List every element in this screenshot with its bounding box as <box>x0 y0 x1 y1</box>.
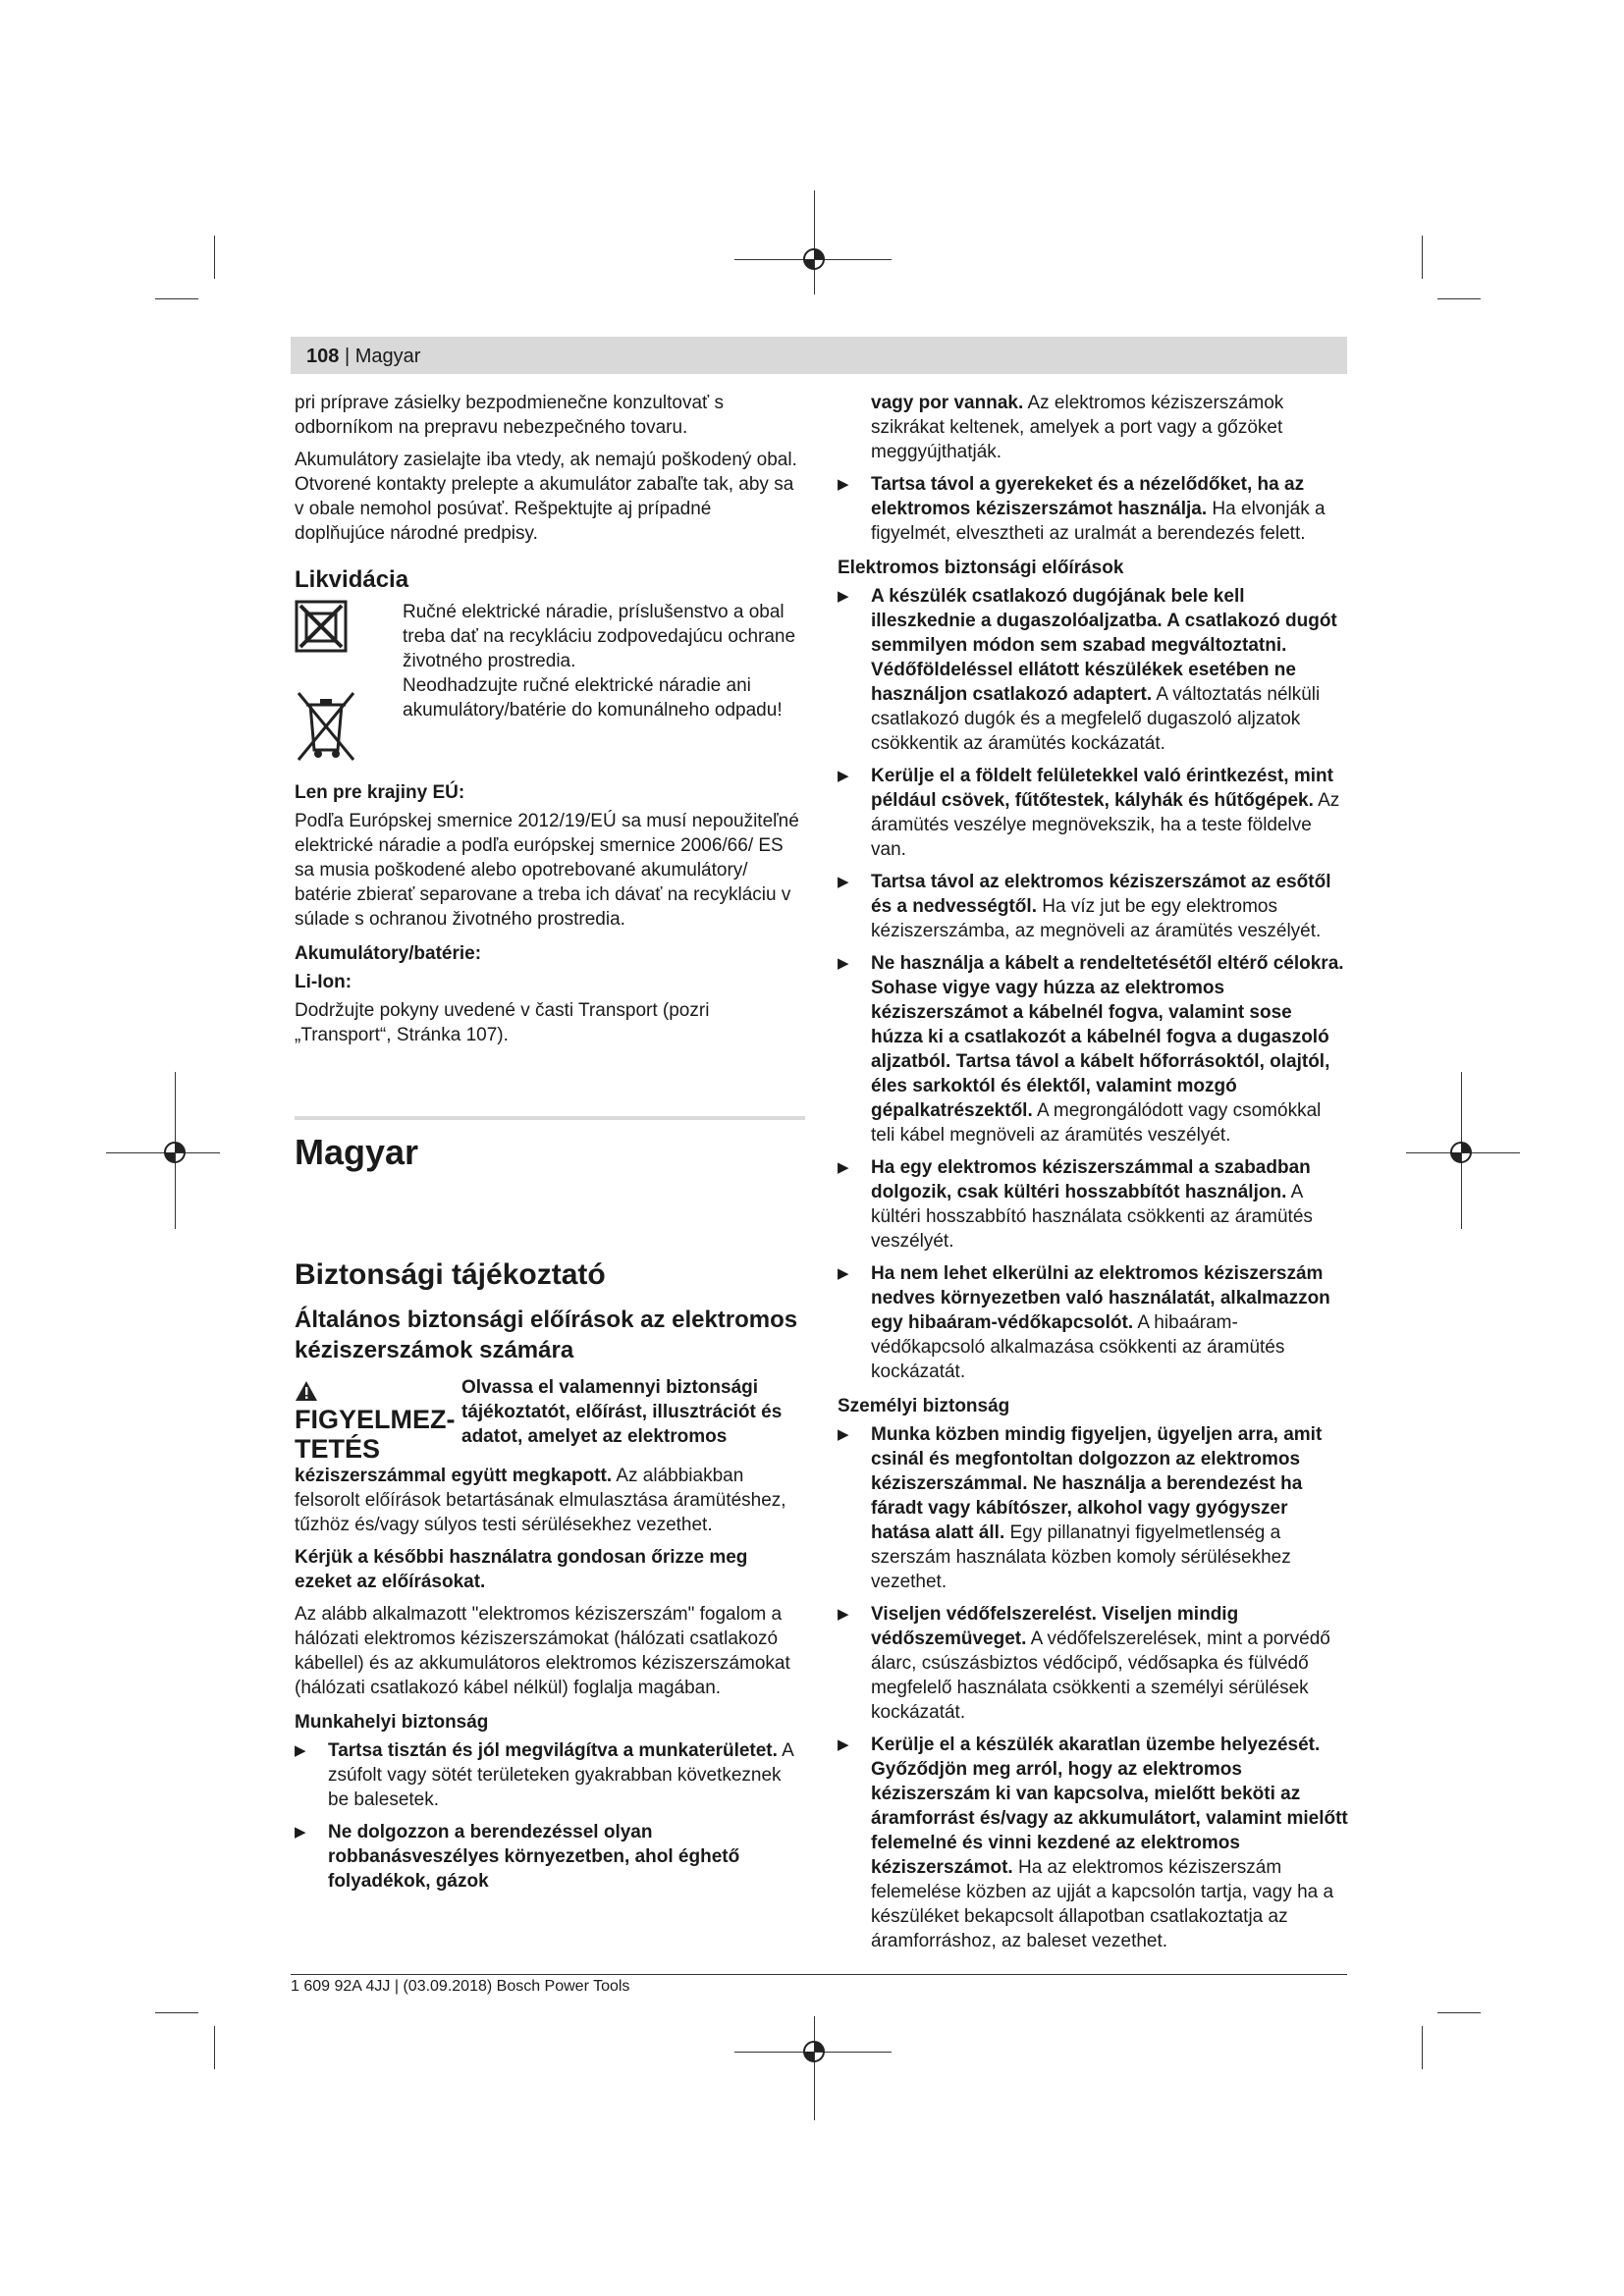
registration-line <box>814 190 815 294</box>
list-item: ▶ Viseljen védőfelszerelést. Viseljen mindig védőszemüveget. A védőfelszerelések, mint a porvédő álarc, csúszásbiztos védőcipő, védősapka és fülvédő megfelelő használata csökkenti a személyi sérülések kockázatát. <box>838 1602 1348 1725</box>
no-waste-box-icon <box>295 600 348 653</box>
subheading-personal: Személyi biztonság <box>838 1396 1010 1416</box>
subheading-electrical: Elektromos biztonsági előírások <box>838 558 1124 578</box>
crossed-bin-icon <box>295 689 357 764</box>
warning-label-text: FIGYELMEZ- TETÉS <box>295 1405 456 1464</box>
crop-mark <box>155 2012 198 2013</box>
paragraph: Az alább alkalmazott "elektromos kéziszerszám" fogalom a hálózati elektromos kéziszerszámokat (hálózati csatlakozó kábellel) és az akkumulátoros elektromos kéziszerszámokat (hálózati csatlakozó kábel nélkül) foglalja magában. <box>295 1604 790 1698</box>
section-title: Biztonsági tájékoztató <box>295 1258 606 1291</box>
right-column <box>838 391 1348 1961</box>
disposal-warning: Neodhadzujte ručné elektrické náradie ani akumulátory/batérie do komunálneho odpadu! <box>403 675 783 721</box>
warning-block <box>295 1375 805 1464</box>
warning-text: Olvassa el valamennyi biztonsági tájékoztatót, előírást, illusztrációt és adatot, amelyet az elektromos <box>461 1377 783 1447</box>
crop-mark <box>214 2026 215 2069</box>
crop-mark <box>1422 2026 1423 2069</box>
list-item: ▶ Ha egy elektromos kéziszerszámmal a szabadban dolgozik, csak kültéri hosszabbítót használjon. A kültéri hosszabbító használata csökkenti az áramütés veszélyét. <box>838 1155 1348 1254</box>
list-item: ▶ Ha nem lehet elkerülni az elektromos kéziszerszám nedves környezetben való használatát, alkalmazzon egy hibaáram-védőkapcsolót. A hibaáram-védőkapcsoló alkalmazása csökkenti az áramütés kockázatát. <box>838 1261 1348 1384</box>
paragraph: Podľa Európskej smernice 2012/19/EÚ sa musí nepoužiteľné elektrické náradie a podľa európskej smernice 2006/66/ ES sa musia poškodené alebo opotrebované akumulátory/ batérie zbierať separovane a treba ich dávať na recykláciu v súlade s ochranou životného prostredia. <box>295 811 799 930</box>
footer-text: 1 609 92A 4JJ | (03.09.2018) Bosch Power Tools <box>291 1978 630 1995</box>
page-header <box>291 337 1347 374</box>
crop-mark <box>1437 2012 1481 2013</box>
keep-instructions: Kérjük a későbbi használatra gondosan őrizze meg ezeket az előírásokat. <box>295 1547 748 1592</box>
registration-target-icon <box>162 1140 188 1165</box>
paragraph: Akumulátory zasielajte iba vtedy, ak nemajú poškodený obal. Otvorené kontakty prelepte a akumulátor zabaľte tak, aby sa v obale nemohol posúvať. Rešpektujte aj prípadné doplňujúce národné predpisy. <box>295 450 797 544</box>
subsection-title: Általános biztonsági előírások az elektromos kéziszerszámok számára <box>295 1307 798 1363</box>
disposal-text: Ručné elektrické náradie, príslušenstvo a obal treba dať na recykláciu zodpovedajúcu ochrane životného prostredia. <box>403 602 796 671</box>
crop-mark <box>1437 298 1481 299</box>
list-item: ▶ Ne használja a kábelt a rendeltetésétől eltérő célokra. Sohase vigye vagy húzza az elektromos kéziszerszámot a kábelnél fogva, valamint sose húzza ki a csatlakozót a kábelnél fogva a dugaszoló aljzatból. Tartsa távol a kábelt hőforrásoktól, olajtól, éles sarkoktól és élektől, valamint mozgó gépalkatrészektől. A megrongálódott vagy csomókkal teli kábel megnöveli az áramütés veszélyét. <box>838 951 1348 1148</box>
registration-line <box>814 2016 815 2120</box>
left-column <box>295 391 805 1901</box>
section-divider <box>295 1116 805 1120</box>
page-number: 108 <box>306 346 340 367</box>
subheading-batteries: Akumulátory/batérie: <box>295 943 482 964</box>
list-item: ▶ Tartsa távol az elektromos kéziszerszámot az esőtől és a nedvességtől. Ha víz jut be egy elektromos kéziszerszámba, az megnöveli az áramütés veszélyét. <box>838 870 1348 943</box>
section-heading-likvidacia: Likvidácia <box>295 566 409 593</box>
list-item: ▶ Munka közben mindig figyeljen, ügyeljen arra, amit csinál és megfontoltan dolgozzon az elektromos kéziszerszámmal. Ne használja a berendezést ha fáradt vagy kábítószer, alkohol vagy gyógyszer hatása alatt áll. Egy pillanatnyi figyelmetlenség a szerszám használata közben komoly sérülésekhez vezethet. <box>838 1422 1348 1594</box>
crop-mark <box>155 298 198 299</box>
crop-mark <box>1422 236 1423 279</box>
footer-divider <box>291 1974 1347 1975</box>
warning-label <box>295 1375 461 1464</box>
disposal-block <box>295 600 805 771</box>
paragraph: pri príprave zásielky bezpodmienečne konzultovať s odborníkom na prepravu nebezpečného tovaru. <box>295 393 724 438</box>
warning-continuation: Az alábbiakban felsorolt előírások betartásának elmulasztása áramütéshez, tűzhöz és/vagy súlyos testi sérülésekhez vezethet. <box>295 1466 786 1535</box>
registration-target-icon <box>1448 1140 1474 1165</box>
header-separator: | <box>344 346 351 367</box>
list-item: ▶ Kerülje el a földelt felületekkel való érintkezést, mint például csövek, fűtőtestek, kályhák és hűtőgépek. Az áramütés veszélye megnövekszik, ha a teste földelve van. <box>838 764 1348 862</box>
subheading-eu: Len pre krajiny EÚ: <box>295 782 465 803</box>
list-item-continuation: vagy por vannak. Az elektromos kéziszerszámok szikrákat keltenek, amelyek a port vagy a gőzöket meggyújthatják. <box>871 393 1284 462</box>
warning-continuation-bold: kéziszerszámmal együtt megkapott. <box>295 1466 613 1486</box>
list-item: ▶ Tartsa távol a gyerekeket és a nézelődőket, ha az elektromos kéziszerszámot használja. Ha elvonják a figyelmét, elvesztheti az uralmát a berendezés felett. <box>838 472 1348 546</box>
list-item: ▶ A készülék csatlakozó dugójának bele kell illeszkednie a dugaszolóaljzatba. A csatlakozó dugót semmilyen módon sem szabad megváltoztatni. Védőföldeléssel ellátott készülékek esetében ne használjon csatlakozó adaptert. A változtatás nélküli csatlakozó dugók és a megfelelő dugaszoló aljzatok csökkentik az áramütés kockázatát. <box>838 584 1348 756</box>
header-text <box>306 346 420 368</box>
list-item: ▶ Tartsa tisztán és jól megvilágítva a munkaterületet. A zsúfolt vagy sötét területeken gyakrabban következnek be balesetek. <box>295 1738 805 1812</box>
crop-mark <box>214 236 215 279</box>
list-item: ▶ Kerülje el a készülék akaratlan üzembe helyezését. Győződjön meg arról, hogy az elektromos kéziszerszám ki van kapcsolva, mielőtt beköti az áramforrást és/vagy az akkumulátort, valamint mielőtt felemelné és vinni kezdené az elektromos kéziszerszámot. Ha az elektromos kéziszerszám felemelése közben az ujját a kapcsolón tartja, vagy ha a készüléket bekapcsolt állapotban csatlakoztatja az áramforráshoz, az baleset vezethet. <box>838 1733 1348 1953</box>
paragraph: Dodržujte pokyny uvedené v časti Transport (pozri „Transport“, Stránka 107). <box>295 1000 710 1045</box>
registration-target-icon <box>801 2039 827 2064</box>
registration-target-icon <box>801 246 827 272</box>
subheading-workplace: Munkahelyi biztonság <box>295 1712 489 1733</box>
list-item: ▶ Ne dolgozzon a berendezéssel olyan robbanásveszélyes környezetben, ahol éghető folyadékok, gázok <box>295 1820 805 1894</box>
header-language: Magyar <box>354 346 421 367</box>
warning-triangle-icon <box>295 1380 318 1402</box>
chapter-title: Magyar <box>295 1132 419 1172</box>
subheading-liion: Li-Ion: <box>295 972 352 992</box>
